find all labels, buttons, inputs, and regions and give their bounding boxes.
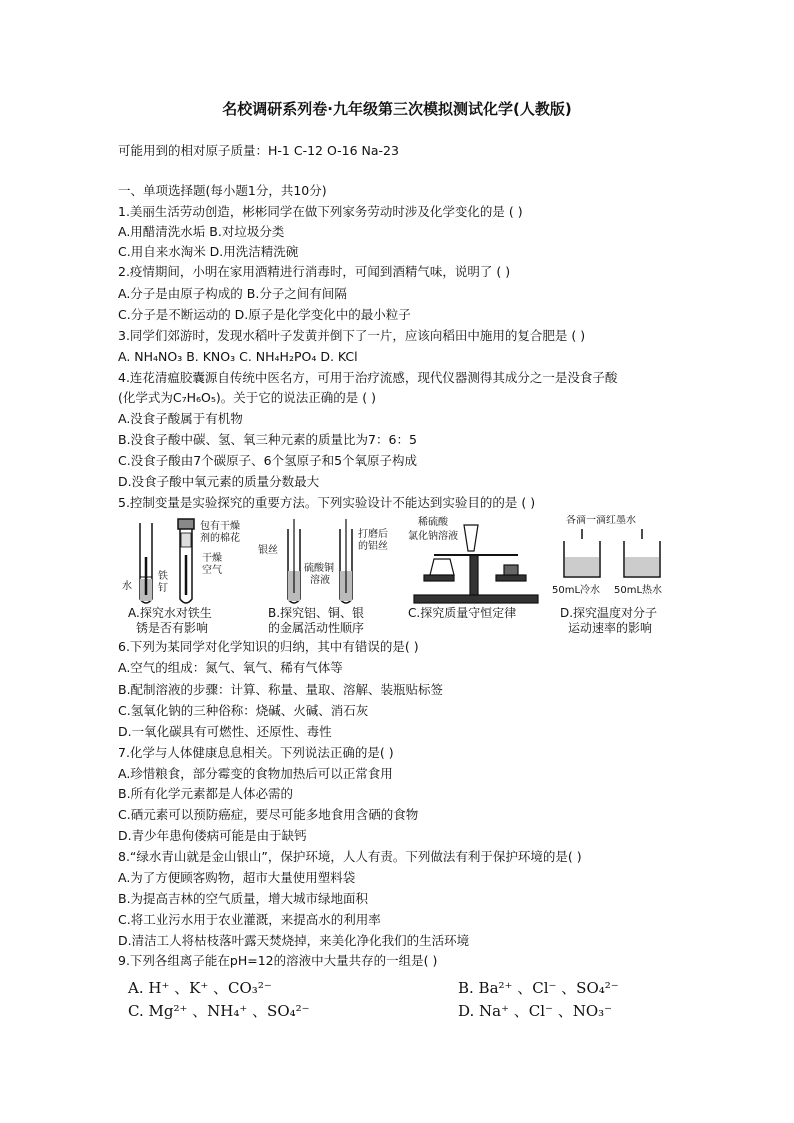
question-4-option-d: D.没食子酸中氧元素的质量分数最大 <box>118 474 320 489</box>
question-9-stem: 9.下列各组离子能在pH=12的溶液中大量共存的一组是( ) <box>118 953 438 968</box>
question-2-stem: 2.疫情期间，小明在家用酒精进行消毒时，可闻到酒精气味，说明了 ( ) <box>118 264 511 279</box>
question-7-stem: 7.化学与人体健康息息相关。下列说法正确的是( ) <box>118 745 394 760</box>
label-cuso4-1: 硫酸铜 <box>304 563 334 574</box>
label-cotton-1: 包有干燥 <box>200 521 240 532</box>
question-5-stem: 5.控制变量是实验探究的重要方法。下列实验设计不能达到实验目的的是 ( ) <box>118 495 536 510</box>
question-3-options: A. NH₄NO₃ B. KNO₃ C. NH₄H₂PO₄ D. KCl <box>118 349 358 364</box>
question-7-option-b: B.所有化学元素都是人体必需的 <box>118 786 294 801</box>
question-2-options-cd: C.分子是不断运动的 D.原子是化学变化中的最小粒子 <box>118 307 411 322</box>
question-9-option-d: D. Na⁺ 、Cl⁻ 、NO₃⁻ <box>458 1002 613 1020</box>
label-cuso4-2: 溶液 <box>310 575 330 586</box>
question-3-stem: 3.同学们郊游时，发现水稻叶子发黄并倒下了一片，应该向稻田中施用的复合肥是 ( ) <box>118 328 586 343</box>
label-cotton-2: 剂的棉花 <box>200 533 240 544</box>
caption-d-line1: D.探究温度对分子 <box>560 606 658 620</box>
question-1-options-cd: C.用自来水淘米 D.用洗洁精洗碗 <box>118 244 299 259</box>
label-water: 水 <box>122 581 132 592</box>
question-7-option-a: A.珍惜粮食，部分霉变的食物加热后可以正常食用 <box>118 766 393 781</box>
question-4-stem-line1: 4.连花清瘟胶囊源自传统中医名方，可用于治疗流感，现代仪器测得其成分之一是没食子酸 <box>118 370 618 385</box>
label-dry-2: 空气 <box>202 565 222 576</box>
caption-a-line2: 锈是否有影响 <box>136 621 209 635</box>
question-8-option-b: B.为提高吉林的空气质量，增大城市绿地面积 <box>118 891 369 906</box>
question-9-option-c: C. Mg²⁺ 、NH₄⁺ 、SO₄²⁻ <box>128 1002 310 1020</box>
question-6-option-b: B.配制溶液的步骤：计算、称量、量取、溶解、装瓶贴标签 <box>118 682 444 697</box>
question-9-option-a: A. H⁺ 、K⁺ 、CO₃²⁻ <box>128 979 272 997</box>
question-8-option-d: D.清洁工人将枯枝落叶露天焚烧掉，来美化净化我们的生活环境 <box>118 933 470 948</box>
question-1-options-ab: A.用醋清洗水垢 B.对垃圾分类 <box>118 224 285 239</box>
question-6-option-a: A.空气的组成：氮气、氧气、稀有气体等 <box>118 660 343 675</box>
question-7-option-d: D.青少年患佝偻病可能是由于缺钙 <box>118 828 307 843</box>
section-heading: 一、单项选择题(每小题1分，共10分) <box>118 183 327 198</box>
label-dry-1: 干燥 <box>202 553 222 564</box>
label-hot-water: 50mL热水 <box>614 585 663 596</box>
page-title: 名校调研系列卷·九年级第三次模拟测试化学(人教版) <box>222 100 572 118</box>
caption-a-line1: A.探究水对铁生 <box>128 606 212 620</box>
question-2-options-ab: A.分子是由原子构成的 B.分子之间有间隔 <box>118 286 347 301</box>
atomic-mass-note: 可能用到的相对原子质量：H-1 C-12 O-16 Na-23 <box>118 143 399 158</box>
question-6-option-c: C.氢氧化钠的三种俗称：烧碱、火碱、消石灰 <box>118 703 369 718</box>
question-8-option-c: C.将工业污水用于农业灌溉，来提高水的利用率 <box>118 912 381 927</box>
question-6-option-d: D.一氧化碳具有可燃性、还原性、毒性 <box>118 724 332 739</box>
question-9-option-b: B. Ba²⁺ 、Cl⁻ 、SO₄²⁻ <box>458 979 619 997</box>
question-8-stem: 8.“绿水青山就是金山银山”，保护环境，人人有责。下列做法有利于保护环境的是( ) <box>118 849 582 864</box>
caption-c-line1: C.探究质量守恒定律 <box>408 606 517 620</box>
question-4-option-c: C.没食子酸由7个碳原子、6个氢原子和5个氧原子构成 <box>118 453 418 468</box>
caption-b-line1: B.探究铝、铜、银 <box>268 606 365 620</box>
label-nacl-solution: 氯化钠溶液 <box>408 531 458 542</box>
question-5-experiment-figure <box>118 515 678 643</box>
question-6-stem: 6.下列为某同学对化学知识的归纳，其中有错误的是( ) <box>118 639 419 654</box>
label-nail-2: 钉 <box>158 583 168 594</box>
label-polished-1: 打磨后 <box>358 529 388 540</box>
question-7-option-c: C.硒元素可以预防癌症，要尽可能多地食用含硒的食物 <box>118 807 419 822</box>
question-4-stem-line2: (化学式为C₇H₆O₅)。关于它的说法正确的是 ( ) <box>118 390 376 405</box>
label-dilute-acid: 稀硫酸 <box>418 517 448 528</box>
question-4-option-b: B.没食子酸中碳、氢、氧三种元素的质量比为7：6：5 <box>118 432 417 447</box>
label-silver: 银丝 <box>258 545 278 556</box>
question-1-stem: 1.美丽生活劳动创造，彬彬同学在做下列家务劳动时涉及化学变化的是 ( ) <box>118 204 523 219</box>
label-nail-1: 铁 <box>158 571 168 582</box>
caption-b-line2: 的金属活动性顺序 <box>268 621 365 635</box>
experiment-b-diagram <box>288 519 352 603</box>
caption-d-line2: 运动速率的影响 <box>568 621 653 635</box>
label-red-ink: 各滴一滴红墨水 <box>566 515 636 526</box>
experiment-d-diagram <box>564 529 660 577</box>
label-polished-2: 的铝丝 <box>358 541 388 552</box>
question-4-option-a: A.没食子酸属于有机物 <box>118 411 243 426</box>
label-cold-water: 50mL冷水 <box>552 585 601 596</box>
question-8-option-a: A.为了方便顾客购物，超市大量使用塑料袋 <box>118 870 356 885</box>
